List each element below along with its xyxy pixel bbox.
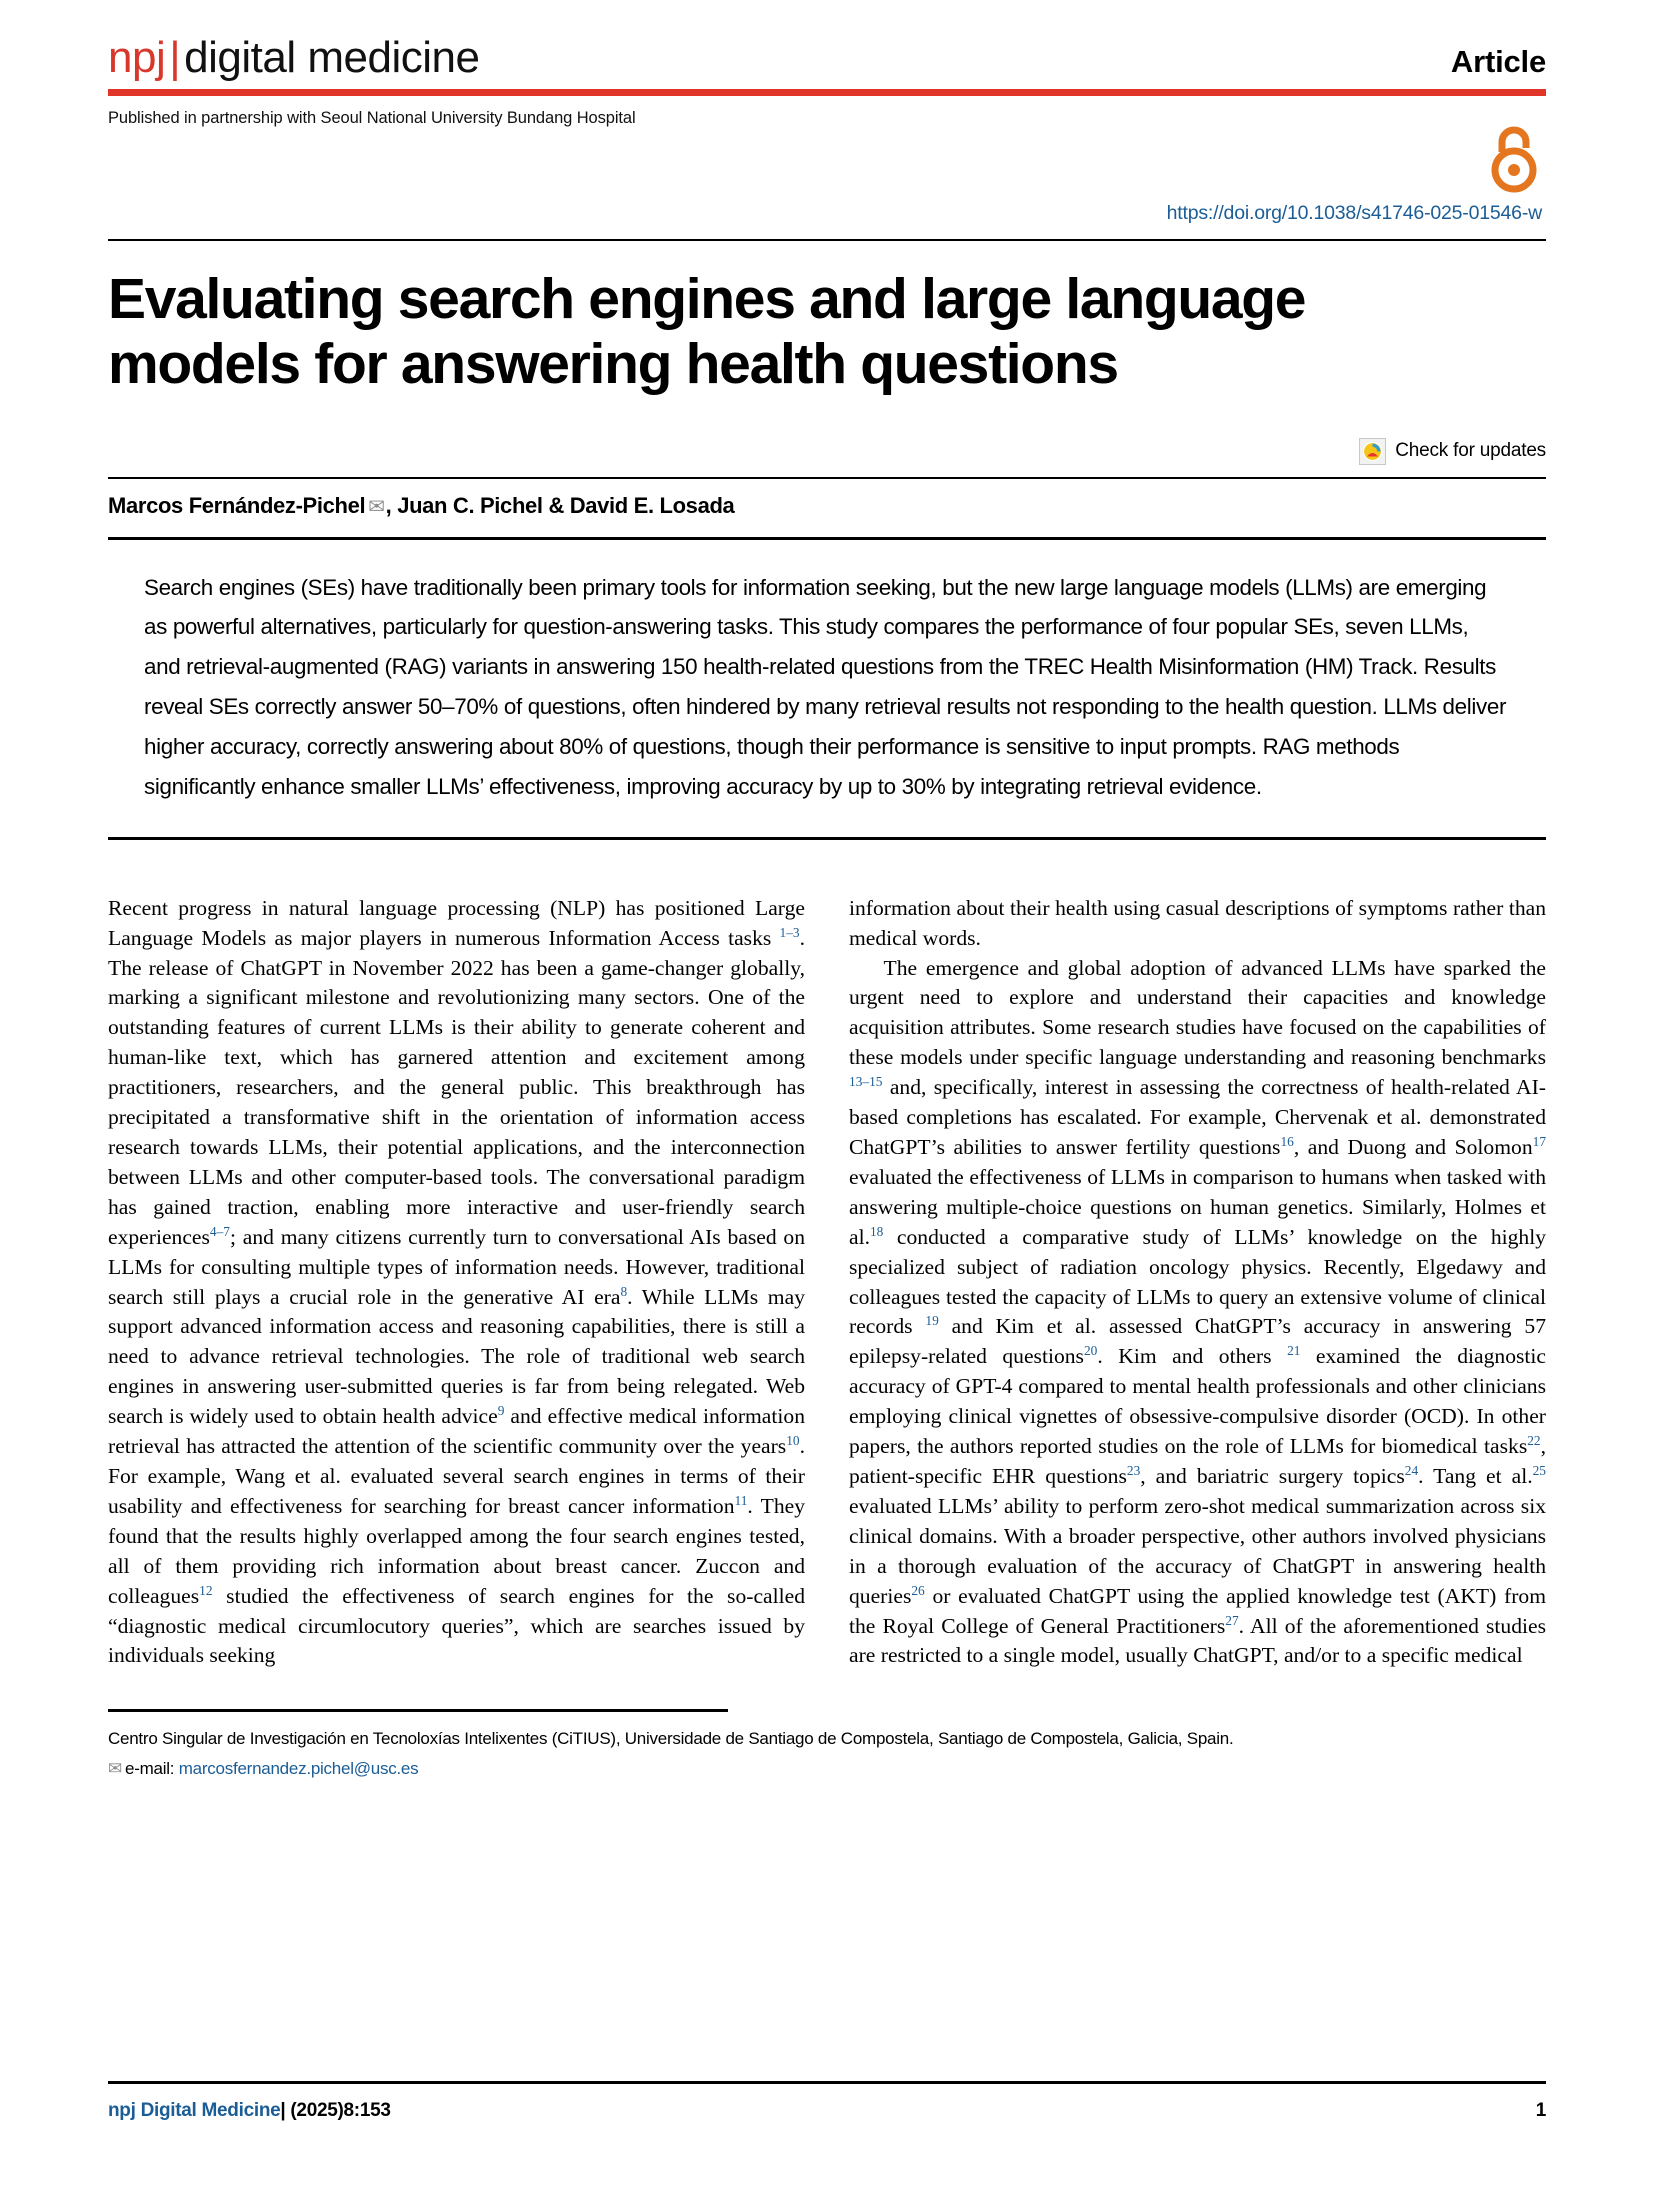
- logo-separator: |: [169, 33, 181, 82]
- footer-rule: [108, 2081, 1546, 2084]
- affiliation-text: Centro Singular de Investigación en Tecnoloxías Intelixentes (CiTIUS), Universidade de Santiago de Compostela, Santiago de Compostela, Galicia, Spain.: [108, 1729, 1234, 1749]
- partnership-line: Published in partnership with Seoul National University Bundang Hospital: [108, 109, 636, 127]
- corresponding-email-line: [108, 1759, 1546, 1779]
- paragraph-intro-continued: information about their health using casual descriptions of symptoms rather than medical words.: [849, 895, 1546, 950]
- footer-row: [108, 2100, 1546, 2122]
- text-run: ; and many citizens currently turn to conversational AIs based on LLMs for consulting multiple types of information needs. However, traditional search still plays a crucial role in the generative AI era: [108, 1224, 805, 1309]
- paragraph-related-work: [849, 954, 1546, 1672]
- text-run: . While LLMs may support advanced information access and reasoning capabilities, there is still a need to advance retrieval technologies. The role of traditional web search engines in answering user-submitted queries is far from being relegated. Web search is widely used to obtain health advice: [108, 1284, 805, 1429]
- text-run: and, specifically, interest in assessing the correctness of health-related AI-based completions has escalated. For example, Chervenak et al. demonstrated ChatGPT’s abilities to answer fertility questions: [849, 1075, 1546, 1159]
- text-run: , and bariatric surgery topics: [1140, 1463, 1405, 1488]
- citation-ref[interactable]: 20: [1083, 1343, 1098, 1359]
- paragraph-intro: [108, 894, 805, 1672]
- text-run: The emergence and global adoption of advanced LLMs have sparked the urgent need to explore and understand their capacities and knowledge acquisition attributes. Some research studies have focused on the capabilities of these models under specific language understanding and reasoning benchmarks: [849, 955, 1546, 1070]
- doi-link[interactable]: https://doi.org/10.1038/s41746-025-01546-w: [1166, 202, 1542, 224]
- title-top-rule: [108, 239, 1546, 241]
- text-run: conducted a comparative study of LLMs’ knowledge on the highly specialized subject of radiation oncology physics. Recently, Elgedawy and colleagues tested the capacity of LLMs to query an extensive volume of clinical records: [849, 1224, 1546, 1339]
- citation-ref[interactable]: 9: [497, 1402, 505, 1418]
- text-run: . Kim and others: [1097, 1344, 1288, 1369]
- masthead: [108, 0, 1546, 80]
- text-run: . For example, Wang et al. evaluated several search engines in terms of their usability and effectiveness for searching for breast cancer information: [108, 1434, 805, 1518]
- citation-ref[interactable]: 19: [925, 1313, 939, 1329]
- citation-ref[interactable]: 10: [786, 1432, 800, 1448]
- author-corresponding: Marcos Fernández-Pichel: [108, 492, 366, 518]
- citation-ref[interactable]: 4–7: [209, 1223, 230, 1239]
- email-link[interactable]: marcosfernandez.pichel@usc.es: [178, 1758, 419, 1778]
- citation-ref[interactable]: 11: [734, 1492, 748, 1508]
- text-run: evaluated LLMs’ ability to perform zero-shot medical summarization across six clinical domains. With a broader perspective, other authors involved physicians in a thorough evaluation of the accuracy of ChatGPT in answering health queries: [849, 1493, 1546, 1608]
- logo-npj: npj: [108, 33, 166, 82]
- text-run: examined the diagnostic accuracy of GPT-4 compared to mental health professionals and other clinicians employing clinical vignettes of obsessive-compulsive disorder (OCD). In other papers, the authors reported studies on the role of LLMs for biomedical tasks: [849, 1344, 1546, 1459]
- text-run: or evaluated ChatGPT using the applied knowledge test (AKT) from the Royal College of General Practitioners: [849, 1583, 1546, 1638]
- doi-row: [108, 202, 1546, 225]
- footer-journal-name: npj Digital Medicine: [108, 2100, 281, 2121]
- body-column-right: [849, 894, 1546, 1672]
- citation-ref[interactable]: 13–15: [849, 1074, 883, 1089]
- citation-ref[interactable]: 16: [1280, 1133, 1294, 1149]
- envelope-icon: ✉: [108, 1758, 122, 1778]
- citation-ref[interactable]: 24: [1404, 1462, 1419, 1478]
- citation-ref[interactable]: 12: [199, 1582, 213, 1598]
- crossmark-icon: [1359, 438, 1386, 465]
- author-list: [108, 479, 1546, 537]
- text-run: and effective medical information retrieval has attracted the attention of the scientific community over the years: [108, 1404, 805, 1459]
- text-run: . All of the aforementioned studies are restricted to a single model, usually ChatGPT, and/or to a specific medical: [849, 1613, 1546, 1668]
- citation-ref[interactable]: 22: [1527, 1432, 1541, 1448]
- citation-ref[interactable]: 8: [620, 1283, 628, 1299]
- footer-issue-info: | (2025)8:153: [280, 2100, 391, 2121]
- text-run: evaluated the effectiveness of LLMs in comparison to humans when tasked with answering multiple-choice questions on human genetics. Similarly, Holmes et al.: [849, 1164, 1546, 1249]
- abstract-bottom-rule: [108, 837, 1546, 840]
- text-run: , and Duong and Solomon: [1293, 1135, 1533, 1159]
- text-run: , patient-specific EHR questions: [849, 1434, 1546, 1488]
- page-title: Evaluating search engines and large language models for answering health questions: [108, 267, 1306, 397]
- email-label: e-mail:: [125, 1758, 175, 1778]
- citation-ref[interactable]: 18: [869, 1223, 884, 1239]
- journal-logo: [108, 33, 480, 82]
- text-run: and Kim et al. assessed ChatGPT’s accuracy in answering 57 epilepsy-related questions: [849, 1314, 1547, 1369]
- text-run: studied the effectiveness of search engines for the so-called “diagnostic medical circumlocutory queries”, which are searches issued by individuals seeking: [108, 1583, 805, 1668]
- citation-ref[interactable]: 17: [1532, 1133, 1546, 1149]
- page-number: 1: [1535, 2100, 1546, 2121]
- text-run: . They found that the results highly overlapped among the four search engines tested, all of them providing rich information about breast cancer. Zuccon and colleagues: [108, 1493, 805, 1608]
- envelope-icon[interactable]: ✉: [368, 495, 385, 518]
- logo-journal-title: digital medicine: [184, 33, 480, 82]
- body-column-left: [108, 894, 805, 1672]
- body-columns: [108, 894, 1546, 1672]
- text-run: Recent progress in natural language processing (NLP) has positioned Large Language Models as major players in numerous Information Access tasks: [108, 895, 805, 950]
- footer-citation: [108, 2100, 391, 2122]
- text-run: . Tang et al.: [1418, 1463, 1533, 1488]
- citation-ref[interactable]: 1–3: [779, 924, 800, 940]
- author-others: , Juan C. Pichel & David E. Losada: [385, 492, 735, 518]
- abstract-text: Search engines (SEs) have traditionally been primary tools for information seeking, but the new large language models (LLMs) are emerging as powerful alternatives, particularly for question-answering tasks. This study compares the performance of four popular SEs, seven LLMs, and retrieval-augmented (RAG) variants in answering 150 health-related questions from the TREC Health Misinformation (HM) Track. Results reveal SEs correctly answer 50–70% of questions, often hindered by many retrieval results not responding to the health question. LLMs deliver higher accuracy, correctly answering about 80% of questions, though their performance is sensitive to input prompts. RAG methods significantly enhance smaller LLMs’ effectiveness, improving accuracy by up to 30% by integrating retrieval evidence.: [144, 574, 1507, 799]
- text-run: . The release of ChatGPT in November 2022 has been a game-changer globally, marking a significant milestone and revolutionizing many sectors. One of the outstanding features of current LLMs is their ability to generate coherent and human-like text, which has garnered attention and excitement among practitioners, researchers, and the general public. This breakthrough has precipitated a transformative shift in the orientation of information access research towards LLMs, their potential applications, and the interconnection between LLMs and other computer-based tools. The conversational paradigm has gained traction, enabling more interactive and user-friendly search experiences: [108, 925, 805, 1249]
- citation-ref[interactable]: 21: [1287, 1343, 1301, 1359]
- masthead-red-rule: [108, 89, 1546, 96]
- article-type-kicker: Article: [1450, 44, 1546, 79]
- page-footer: [108, 2081, 1546, 2122]
- footnote-rule: [108, 1709, 728, 1712]
- citation-ref[interactable]: 23: [1126, 1462, 1141, 1478]
- citation-ref[interactable]: 27: [1225, 1612, 1239, 1628]
- check-for-updates-label: Check for updates: [1395, 440, 1546, 461]
- check-for-updates[interactable]: [108, 438, 1546, 465]
- citation-ref[interactable]: 26: [911, 1582, 925, 1598]
- open-access-icon: [1482, 122, 1546, 194]
- citation-ref[interactable]: 25: [1532, 1462, 1546, 1478]
